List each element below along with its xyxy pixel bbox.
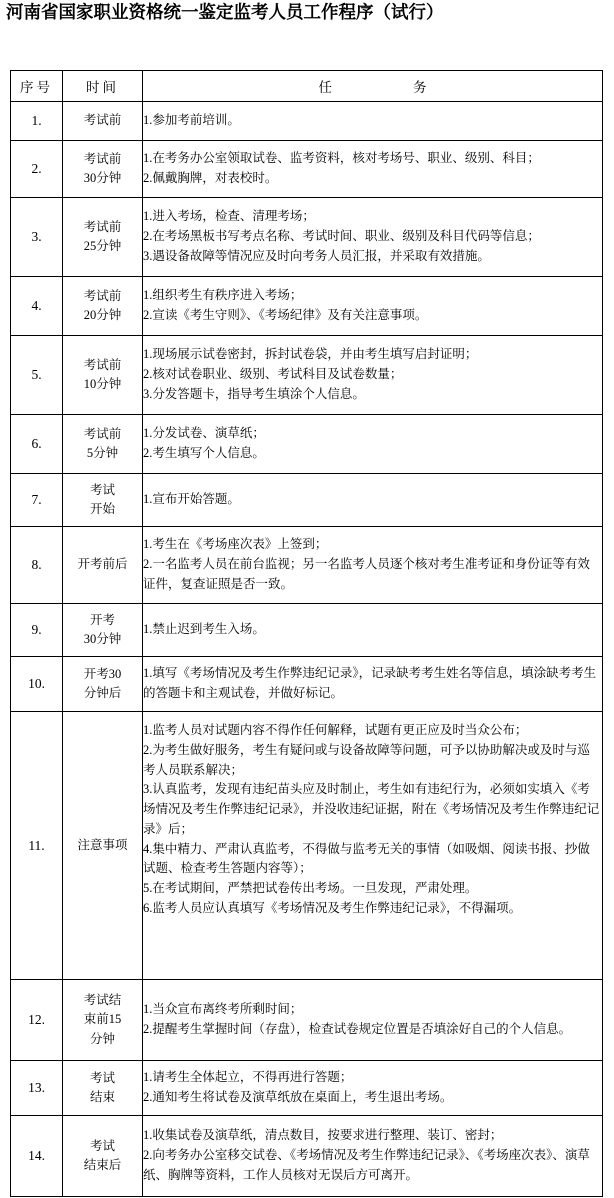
- task-line: 2.佩戴胸牌，对表校时。: [143, 171, 278, 185]
- row-number-cell: 13.: [11, 1061, 63, 1116]
- task-line: 1.组织考生有秩序进入考场；: [143, 288, 303, 303]
- time-line: 考试: [89, 1138, 115, 1153]
- column-header-no: 序号: [11, 71, 63, 102]
- task-line: 1.现场展示试卷密封，拆封试卷袋，并由考生填写启封证明；: [143, 347, 478, 362]
- table-row: [11, 604, 603, 657]
- page-title: 河南省国家职业资格统一鉴定监考人员工作程序（试行）: [6, 3, 444, 23]
- time-line: 分钟: [89, 1031, 115, 1046]
- task-line: 4.集中精力、严肃认真监考，不得做与监考无关的事情（如吸烟、阅读书报、抄做试题、检查考生答题内容等）；: [143, 841, 590, 876]
- row-number-cell: 8.: [11, 527, 63, 604]
- time-cell: [63, 1116, 143, 1197]
- time-cell: [63, 980, 143, 1061]
- task-line: 1.宣布开始答题。: [143, 492, 240, 507]
- task-cell: [143, 527, 603, 604]
- task-line: 2.考生填写个人信息。: [143, 446, 265, 460]
- time-cell: [63, 415, 143, 474]
- time-line: 考试: [89, 482, 115, 497]
- task-line: 1.请考生全体起立，不得再进行答题；: [143, 1070, 353, 1085]
- time-line: 考试前: [83, 426, 122, 441]
- task-line: 3.分发答题卡，指导考生填涂个人信息。: [143, 386, 365, 401]
- time-line: 分钟后: [83, 686, 122, 700]
- task-line: 2.宣读《考生守则》、《考场纪律》及有关注意事项。: [143, 308, 428, 322]
- task-line: 1.进入考场，检查、清理考场；: [143, 209, 315, 224]
- table-row: [11, 102, 603, 141]
- task-cell: [143, 1061, 603, 1116]
- task-line: 2.核对试卷职业、级别、考试科目及试卷数量；: [143, 367, 403, 382]
- time-cell: [63, 141, 143, 198]
- table-row: [11, 527, 603, 604]
- task-line: 3.认真监考，发现有违纪苗头应及时制止，考生如有违纪行为，必须如实填入《考场情况及考生作弊违纪记录》，并没收违纪证据，附在《考场情况及考生作弊违纪记录》后；: [143, 782, 600, 836]
- task-line: 6.监考人员应认真填写《考场情况及考生作弊违纪记录》，不得漏项。: [143, 900, 522, 915]
- table-row: [11, 1116, 603, 1197]
- task-cell: [143, 102, 603, 141]
- time-cell: [63, 277, 143, 336]
- row-number-cell: 5.: [11, 336, 63, 415]
- task-line: 2.通知考生将试卷及演草纸放在桌面上，考生退出考场。: [143, 1090, 453, 1104]
- table-row: [11, 657, 603, 712]
- task-line: 1.禁止迟到考生入场。: [143, 622, 265, 637]
- row-number-cell: 10.: [11, 657, 63, 712]
- time-line: 开始: [89, 502, 115, 516]
- time-line: 束前15: [83, 1012, 122, 1027]
- row-number-cell: 2.: [11, 141, 63, 198]
- task-cell: [143, 141, 603, 198]
- table-row: [11, 336, 603, 415]
- row-number-cell: 4.: [11, 277, 63, 336]
- time-line: 考试: [89, 1070, 115, 1085]
- time-line: 考试前: [83, 357, 122, 372]
- time-line: 考试前: [83, 288, 122, 303]
- time-line: 10分钟: [83, 377, 122, 391]
- table-row: [11, 415, 603, 474]
- time-cell: [63, 604, 143, 657]
- task-cell: [143, 198, 603, 277]
- time-line: 考试前: [83, 113, 122, 128]
- task-line: 1.参加考前培训。: [143, 113, 240, 128]
- table-row: [11, 1061, 603, 1116]
- row-number-cell: 3.: [11, 198, 63, 277]
- time-cell: [63, 712, 143, 980]
- time-line: 考试前: [83, 151, 122, 166]
- time-cell: [63, 657, 143, 712]
- task-line: 1.填写《考场情况及考生作弊违纪记录》，记录缺考考生姓名等信息，填涂缺考考生的答题卡和主观试卷，并做好标记。: [143, 666, 597, 700]
- time-line: 考试结: [83, 992, 122, 1007]
- row-number-cell: 9.: [11, 604, 63, 657]
- row-number-cell: 6.: [11, 415, 63, 474]
- time-cell: [63, 198, 143, 277]
- table-row: [11, 980, 603, 1061]
- table-row: [11, 277, 603, 336]
- time-line: 25分钟: [83, 239, 122, 253]
- time-cell: [63, 102, 143, 141]
- time-cell: [63, 336, 143, 415]
- table-row: [11, 198, 603, 277]
- table-body: [11, 71, 603, 1197]
- task-cell: [143, 277, 603, 336]
- table-row: [11, 474, 603, 527]
- time-line: 注意事项: [77, 837, 128, 852]
- row-number-cell: 14.: [11, 1116, 63, 1197]
- time-line: 30分钟: [83, 632, 122, 646]
- task-line: 5.在考试期间，严禁把试卷传出考场。一旦发现，严肃处理。: [143, 881, 478, 895]
- task-cell: [143, 1116, 603, 1197]
- task-line: 1.在考务办公室领取试卷、监考资料，核对考场号、职业、级别、科目；: [143, 151, 540, 166]
- task-line: 1.考生在《考场座次表》上签到；: [143, 537, 328, 552]
- time-cell: [63, 1061, 143, 1116]
- column-header-time: 时间: [63, 71, 143, 102]
- task-line: 1.监考人员对试题内容不得作任何解释，试题有更正应及时当众公布；: [143, 723, 528, 737]
- table-header-row: [11, 71, 603, 102]
- task-line: 3.遇设备故障等情况应及时向考务人员汇报，并采取有效措施。: [143, 248, 490, 263]
- monitor-procedure-table: [10, 70, 603, 1197]
- time-line: 30分钟: [83, 171, 122, 185]
- task-line: 2.向考务办公室移交试卷、《考场情况及考生作弊违纪记录》、《考场座次表》、演草纸、胸牌等资料，工作人员核对无误后方可离开。: [143, 1148, 590, 1182]
- task-line: 1.当众宣布离终考所剩时间；: [143, 1002, 303, 1017]
- time-line: 考试前: [83, 219, 122, 234]
- task-cell: [143, 712, 603, 980]
- time-line: 开考30: [83, 666, 122, 681]
- time-line: 结束: [89, 1090, 115, 1104]
- table-row: [11, 712, 603, 980]
- task-cell: [143, 980, 603, 1061]
- task-cell: [143, 604, 603, 657]
- task-cell: [143, 474, 603, 527]
- row-number-cell: 1.: [11, 102, 63, 141]
- row-number-cell: 7.: [11, 474, 63, 527]
- task-line: 1.收集试卷及演草纸，清点数目，按要求进行整理、装订、密封；: [143, 1128, 503, 1143]
- task-cell: [143, 657, 603, 712]
- column-header-task: [143, 71, 603, 102]
- task-cell: [143, 336, 603, 415]
- task-line: 2.一名监考人员在前台监视；另一名监考人员逐个核对考生准考证和身份证等有效证件，复查证照是否一致。: [143, 557, 590, 591]
- task-line: 1.分发试卷、演草纸；: [143, 426, 265, 441]
- task-line: 2.在考场黑板书写考点名称、考试时间、职业、级别及科目代码等信息；: [143, 229, 540, 244]
- task-line: 2.为考生做好服务，考生有疑问或与设备故障等问题，可予以协助解决或及时与巡考人员联系解决；: [143, 742, 590, 777]
- time-line: 结束后: [83, 1158, 122, 1172]
- time-line: 开考: [89, 612, 115, 627]
- task-line: 2.提醒考生掌握时间（存盘），检查试卷规定位置是否填涂好自己的个人信息。: [143, 1022, 572, 1036]
- time-line: 5分钟: [86, 446, 119, 460]
- table-row: [11, 141, 603, 198]
- time-cell: [63, 527, 143, 604]
- time-line: 开考前后: [77, 557, 128, 572]
- task-cell: [143, 415, 603, 474]
- row-number-cell: 12.: [11, 980, 63, 1061]
- row-number-cell: 11.: [11, 712, 63, 980]
- time-cell: [63, 474, 143, 527]
- column-header-task-label: 任 务: [318, 80, 445, 95]
- time-line: 20分钟: [83, 308, 122, 322]
